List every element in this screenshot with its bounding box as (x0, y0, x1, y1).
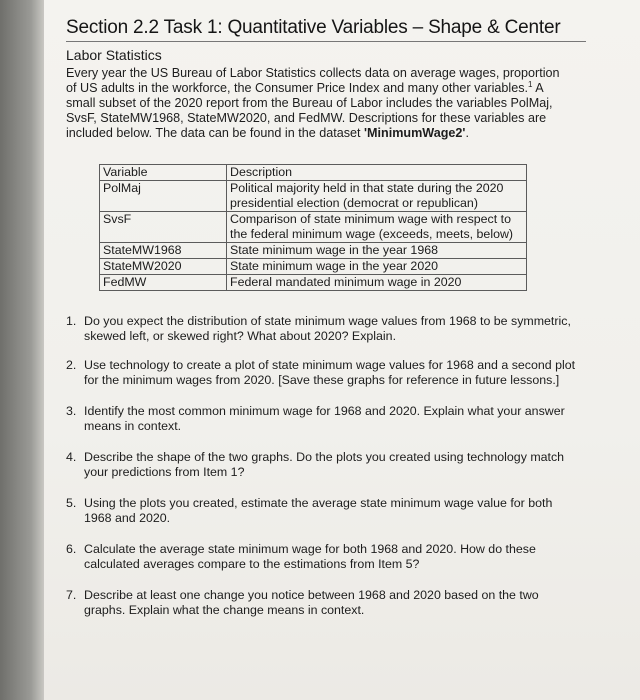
intro-paragraph (66, 66, 571, 141)
question-item-1 (66, 314, 576, 344)
table-row (100, 181, 527, 212)
question-number: 5. (66, 496, 77, 510)
intro-text-cont: A small subset of the 2020 report from the Bureau of Labor includes the variables PolMaj, SvsF, StateMW1968, StateMW2020, and FedMW. Descriptions for these variables are included below. The data can be found in the dataset (66, 81, 553, 140)
table-header-variable: Variable (100, 165, 227, 181)
question-number: 4. (66, 450, 77, 464)
question-text: Calculate the average state minimum wage for both 1968 and 2020. How do these calculated averages compare to the estimations from Item 5? (84, 542, 536, 571)
question-item-6 (66, 542, 576, 572)
question-item-3 (66, 404, 576, 434)
table-cell-variable: StateMW2020 (100, 259, 227, 275)
table-header-description: Description (227, 165, 527, 181)
title-underline (66, 41, 586, 42)
page-title: Section 2.2 Task 1: Quantitative Variables – Shape & Center (66, 17, 561, 38)
table-cell-description: State minimum wage in the year 1968 (227, 243, 527, 259)
table-cell-description: State minimum wage in the year 2020 (227, 259, 527, 275)
question-text: Use technology to create a plot of state minimum wage values for 1968 and a second plot for the minimum wages from 2020. [Save these graphs for reference in future lessons.] (84, 358, 576, 387)
table-header-row (100, 165, 527, 181)
table-cell-variable: StateMW1968 (100, 243, 227, 259)
section-subheading: Labor Statistics (66, 47, 162, 63)
variables-table (99, 164, 527, 291)
table-row (100, 212, 527, 243)
question-item-4 (66, 450, 576, 480)
question-text: Describe at least one change you notice between 1968 and 2020 based on the two graphs. Explain what the change means in context. (84, 588, 539, 617)
dataset-name: 'MinimumWage2' (364, 126, 466, 140)
question-text: Identify the most common minimum wage for 1968 and 2020. Explain what your answer means in context. (84, 404, 565, 433)
page-shadow (0, 0, 44, 700)
question-number: 7. (66, 588, 77, 602)
question-number: 3. (66, 404, 77, 418)
table-cell-description: Comparison of state minimum wage with respect to the federal minimum wage (exceeds, meets, below) (227, 212, 527, 243)
question-number: 1. (66, 314, 77, 328)
table-cell-description: Political majority held in that state during the 2020 presidential election (democrat or republican) (227, 181, 527, 212)
intro-text-end: . (465, 126, 469, 140)
table-row (100, 275, 527, 291)
footnote-marker: 1 (528, 79, 533, 89)
question-item-7 (66, 588, 576, 618)
intro-text: Every year the US Bureau of Labor Statistics collects data on average wages, proportion of US adults in the workforce, the Consumer Price Index and many other variables. (66, 66, 560, 95)
table-row (100, 243, 527, 259)
question-text: Using the plots you created, estimate the average state minimum wage value for both 1968 and 2020. (84, 496, 553, 525)
table-cell-variable: FedMW (100, 275, 227, 291)
table-cell-variable: SvsF (100, 212, 227, 243)
question-text: Do you expect the distribution of state minimum wage values from 1968 to be symmetric, skewed left, or skewed right? What about 2020? Explain. (84, 314, 571, 343)
table-row (100, 259, 527, 275)
question-item-2 (66, 358, 576, 388)
question-number: 6. (66, 542, 77, 556)
table-cell-variable: PolMaj (100, 181, 227, 212)
table-cell-description: Federal mandated minimum wage in 2020 (227, 275, 527, 291)
question-item-5 (66, 496, 576, 526)
question-number: 2. (66, 358, 77, 372)
question-list (66, 314, 576, 618)
question-text: Describe the shape of the two graphs. Do the plots you created using technology match your predictions from Item 1? (84, 450, 565, 479)
